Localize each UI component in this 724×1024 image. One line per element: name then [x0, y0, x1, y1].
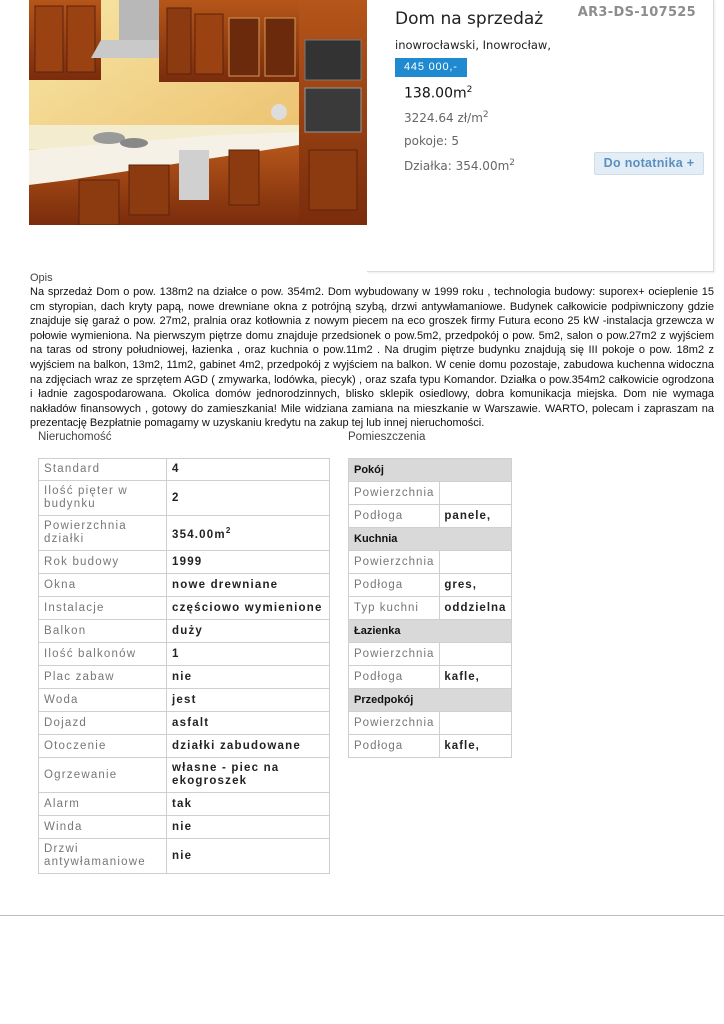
listing-photo[interactable]	[29, 0, 367, 225]
table-row	[39, 793, 330, 816]
room-attr-value: gres,	[440, 574, 512, 597]
room-name: Kuchnia	[349, 528, 512, 551]
room-header-row	[349, 459, 512, 482]
listing-area	[404, 85, 472, 102]
room-attr-value: kafle,	[440, 666, 512, 689]
listing-info-panel	[367, 0, 714, 272]
property-value: własne - piec na ekogroszek	[167, 758, 330, 793]
property-value: tak	[167, 793, 330, 816]
property-value: 4	[167, 459, 330, 481]
listing-title: Dom na sprzedaż	[395, 9, 544, 29]
room-attr-key: Powierzchnia	[349, 712, 440, 735]
price-per-m2-value: 3224.64 zł/m	[404, 111, 483, 125]
property-key: Dojazd	[39, 712, 167, 735]
property-section-heading: Nieruchomość	[38, 431, 112, 443]
table-row	[39, 689, 330, 712]
room-attr-key: Powierzchnia	[349, 551, 440, 574]
room-name: Łazienka	[349, 620, 512, 643]
property-key: Drzwi antywłamaniowe	[39, 839, 167, 874]
table-row	[39, 735, 330, 758]
property-key: Alarm	[39, 793, 167, 816]
room-header-row	[349, 689, 512, 712]
table-row	[349, 666, 512, 689]
table-row	[349, 597, 512, 620]
plot-area	[404, 158, 515, 173]
table-row	[349, 505, 512, 528]
property-key: Rok budowy	[39, 551, 167, 574]
property-key: Balkon	[39, 620, 167, 643]
room-header-row	[349, 528, 512, 551]
table-row	[39, 643, 330, 666]
table-row	[349, 551, 512, 574]
table-row	[39, 758, 330, 793]
room-attr-key: Powierzchnia	[349, 643, 440, 666]
price-per-m2	[404, 110, 489, 125]
room-name: Pokój	[349, 459, 512, 482]
table-row	[39, 516, 330, 551]
room-attr-key: Podłoga	[349, 666, 440, 689]
property-value: 354.00m	[172, 528, 226, 541]
property-value: duży	[167, 620, 330, 643]
room-attr-value	[440, 482, 512, 505]
property-key: Standard	[39, 459, 167, 481]
property-value: 2	[167, 481, 330, 516]
room-attr-key: Podłoga	[349, 735, 440, 758]
room-attr-value: oddzielna	[440, 597, 512, 620]
room-attr-value	[440, 551, 512, 574]
property-value: nie	[167, 839, 330, 874]
table-row	[39, 666, 330, 689]
property-key: Woda	[39, 689, 167, 712]
property-key: Okna	[39, 574, 167, 597]
table-row	[39, 551, 330, 574]
room-attr-value: panele,	[440, 505, 512, 528]
listing-area-unit-sup: 2	[466, 85, 473, 95]
listing-location: inowrocławski, Inowrocław,	[395, 38, 551, 52]
description-text: Na sprzedaż Dom o pow. 138m2 na działce o pow. 354m2. Dom wybudowany w 1999 roku , technologia budowy: suporex+ ocieplenie 15 cm styropian, dach kryty papą, nowe drewniane okna z potrójną szybą, drzwi antywłamaniowe. Budynek całkowicie podpiwniczony gdzie znajduje się garaż o pow. 27m2, pralnia oraz kotłownia z nowym piecem na eco groszek firmy Futura econo 25 kW -instalacja grzewcza w połowie wymieniona. Na pierwszym piętrze domu znajduje przedsionek o pow.5m2, przedpokój o pow. 5m2, salon o pow.27m2 z wyjściem na taras od strony południowej, łazienka , oraz kuchnia o pow.11m2 . Na drugim piętrze budynku znajdują się III pokoje o pow. 18m2 z wyjściem na balkon, 13m2, 11m2, gabinet 4m2, przedpokój z wyjściem na balkon. W cenie domu pozostaje, zabudowa kuchenna widoczna na zdjęciach wraz ze sprzętem AGD ( zmywarka, lodówka, piecyk) , oraz szafa typu Komandor. Działka o pow.354m2 całkowicie ogrodzona i ładnie zagospodarowana. Okolica domów jednorodzinnych, blisko sklepik osiedlowy, dobra komunikacja miejska. Dom nie wymaga nakładów finansowych , gotowy do zamieszkania! Mile widziana zamiana na mieszkanie w Warszawie. WARTO, polecam i zapraszam na prezentację Bezpłatnie pomagamy w uzyskaniu kredytu na zakup tej lub innej nieruchomości.	[30, 286, 714, 430]
plot-area-unit-sup: 2	[509, 158, 515, 168]
table-row	[349, 712, 512, 735]
room-attr-value: kafle,	[440, 735, 512, 758]
property-value: działki zabudowane	[167, 735, 330, 758]
listing-area-value: 138.00m	[404, 85, 467, 102]
table-row	[39, 839, 330, 874]
room-attr-value	[440, 712, 512, 735]
table-row	[39, 481, 330, 516]
add-to-notebook-button[interactable]: Do notatnika +	[594, 152, 704, 175]
property-value-with-unit	[167, 516, 330, 551]
table-row	[39, 620, 330, 643]
table-row	[349, 482, 512, 505]
property-value: 1	[167, 643, 330, 666]
property-value: częściowo wymienione	[167, 597, 330, 620]
property-key: Powierzchnia działki	[39, 516, 167, 551]
property-key: Plac zabaw	[39, 666, 167, 689]
room-attr-key: Podłoga	[349, 505, 440, 528]
property-value: jest	[167, 689, 330, 712]
property-key: Ogrzewanie	[39, 758, 167, 793]
table-row	[39, 712, 330, 735]
bottom-divider	[0, 915, 724, 916]
room-name: Przedpokój	[349, 689, 512, 712]
rooms-table	[348, 458, 512, 758]
table-row	[349, 643, 512, 666]
property-value: nie	[167, 816, 330, 839]
table-row	[39, 574, 330, 597]
table-row	[349, 574, 512, 597]
price-per-m2-unit-sup: 2	[482, 110, 489, 120]
description-label: Opis	[30, 272, 53, 284]
room-attr-key: Podłoga	[349, 574, 440, 597]
property-value: asfalt	[167, 712, 330, 735]
table-row	[39, 597, 330, 620]
property-details-table	[38, 458, 330, 874]
room-attr-key: Typ kuchni	[349, 597, 440, 620]
property-key: Otoczenie	[39, 735, 167, 758]
property-key: Ilość pięter w budynku	[39, 481, 167, 516]
table-row	[39, 816, 330, 839]
room-attr-value	[440, 643, 512, 666]
property-value: 1999	[167, 551, 330, 574]
price-badge: 445 000,-	[395, 58, 467, 77]
property-key: Winda	[39, 816, 167, 839]
plot-area-value: Działka: 354.00m	[404, 159, 510, 173]
rooms-count: pokoje: 5	[404, 134, 460, 148]
property-value: nowe drewniane	[167, 574, 330, 597]
listing-reference-number: AR3-DS-107525	[577, 5, 696, 20]
property-key: Instalacje	[39, 597, 167, 620]
property-value: nie	[167, 666, 330, 689]
property-key: Ilość balkonów	[39, 643, 167, 666]
room-header-row	[349, 620, 512, 643]
table-row	[349, 735, 512, 758]
table-row	[39, 459, 330, 481]
rooms-section-heading: Pomieszczenia	[348, 431, 426, 443]
property-value-unit-sup: 2	[225, 526, 232, 536]
kitchen-photo-image	[29, 0, 367, 225]
room-attr-key: Powierzchnia	[349, 482, 440, 505]
